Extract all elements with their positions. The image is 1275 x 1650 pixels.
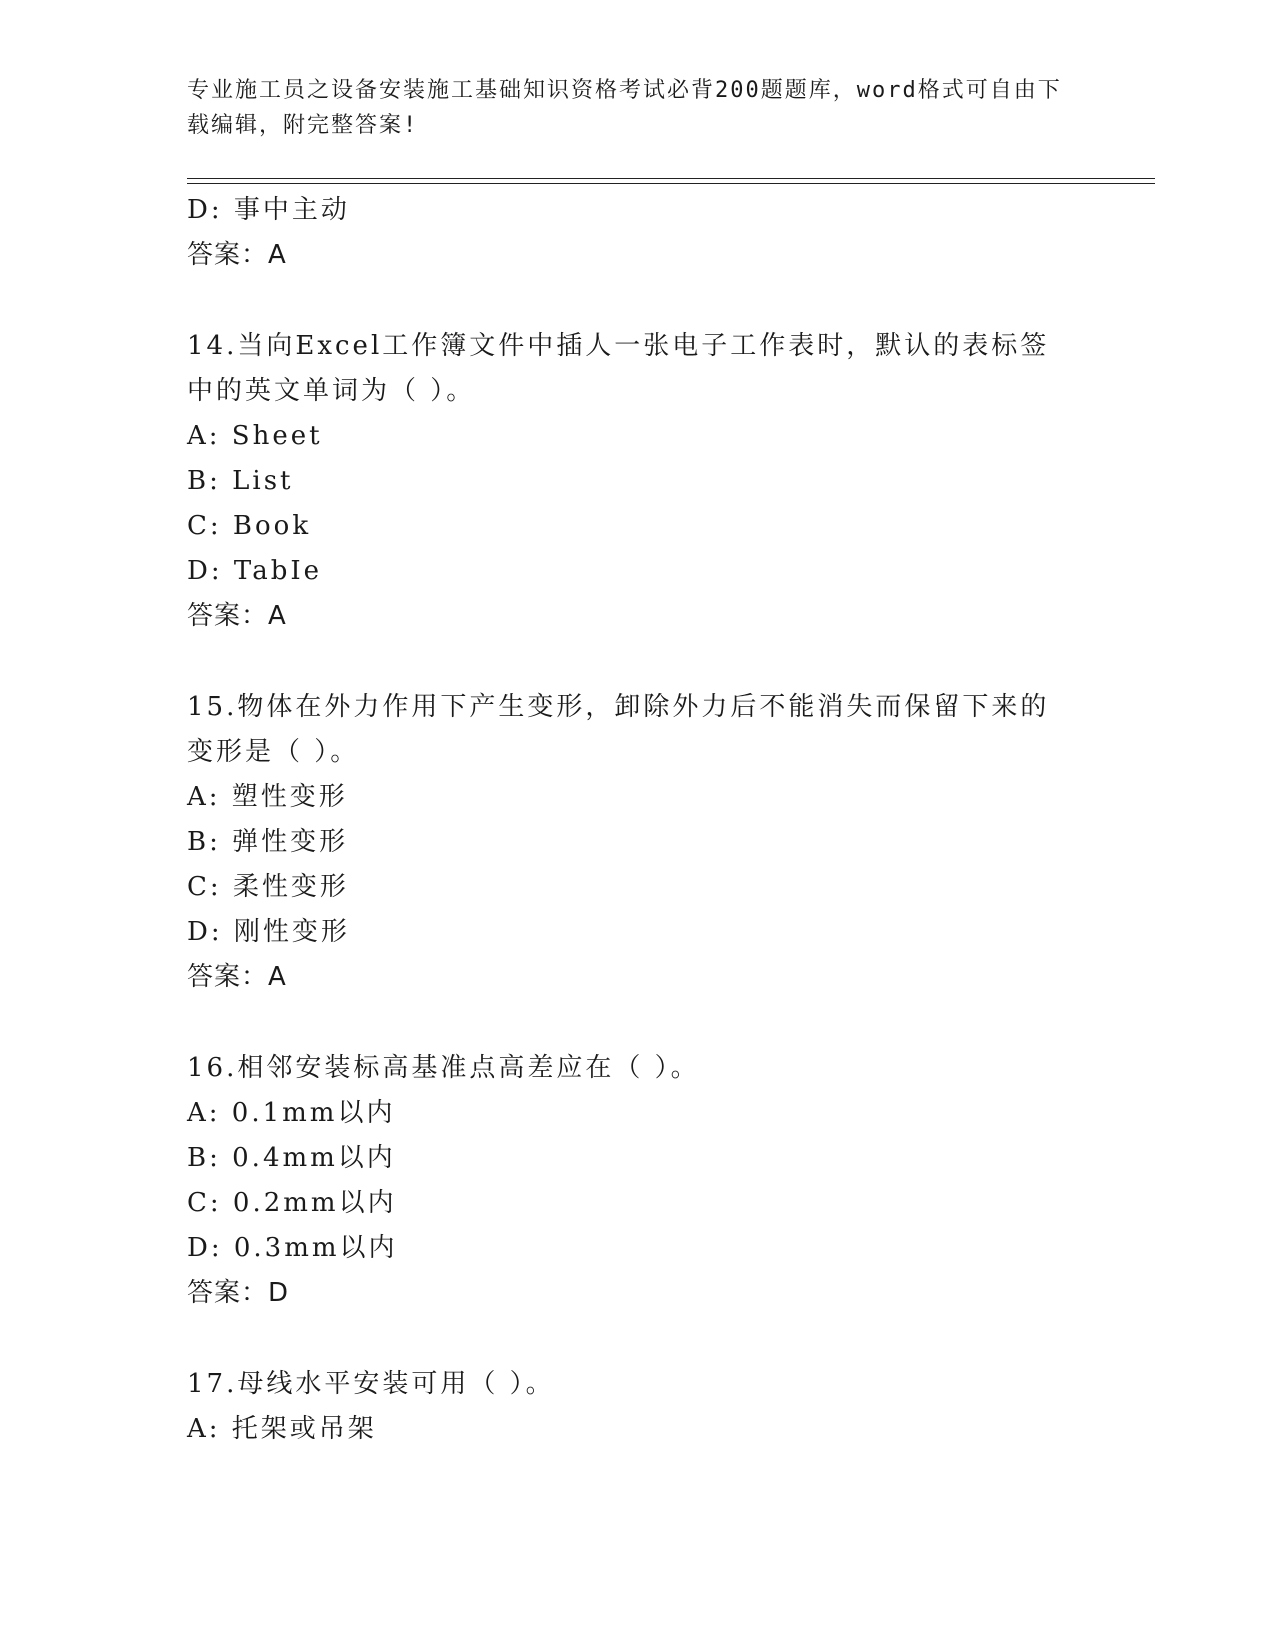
question-stem: 14.当向Excel工作簿文件中插人一张电子工作表时，默认的表标签中的英文单词为（ ）。 bbox=[187, 331, 1050, 406]
question-stem: 16.相邻安装标高基准点高差应在（ ）。 bbox=[187, 1053, 700, 1083]
answer: 答案：A bbox=[187, 601, 287, 631]
page-header: 专业施工员之设备安装施工基础知识资格考试必背200题题库，word格式可自由下载编辑，附完整答案! bbox=[187, 78, 1062, 138]
question-stem: 17.母线水平安装可用（ ）。 bbox=[187, 1369, 555, 1399]
question-14 bbox=[187, 324, 1087, 639]
option-b: B: 0.4mm以内 bbox=[187, 1143, 396, 1173]
option-a: A: 托架或吊架 bbox=[187, 1414, 377, 1444]
question-stem: 15.物体在外力作用下产生变形，卸除外力后不能消失而保留下来的变形是（ ）。 bbox=[187, 692, 1050, 767]
option-c: C: 柔性变形 bbox=[187, 872, 349, 902]
question-15 bbox=[187, 685, 1087, 1000]
option-d: D: 刚性变形 bbox=[187, 917, 350, 947]
continued-question bbox=[187, 188, 1087, 278]
question-17 bbox=[187, 1362, 1087, 1452]
option-a: A: 塑性变形 bbox=[187, 782, 348, 812]
option-c: C: 0.2mm以内 bbox=[187, 1188, 397, 1218]
answer: 答案：A bbox=[187, 240, 287, 270]
header-rule-top bbox=[187, 178, 1155, 179]
header-rule-bottom bbox=[187, 183, 1155, 184]
answer: 答案：D bbox=[187, 1278, 290, 1308]
option-b: B: List bbox=[187, 466, 294, 496]
option-d: D: TabIe bbox=[187, 556, 322, 586]
answer: 答案：A bbox=[187, 962, 287, 992]
option-d: D: 0.3mm以内 bbox=[187, 1233, 398, 1263]
question-16 bbox=[187, 1046, 1087, 1316]
option-c: C: Book bbox=[187, 511, 312, 541]
option-d: D: 事中主动 bbox=[187, 195, 350, 225]
option-b: B: 弹性变形 bbox=[187, 827, 349, 857]
option-a: A: Sheet bbox=[187, 421, 323, 451]
question-list bbox=[187, 188, 1087, 1452]
option-a: A: 0.1mm以内 bbox=[187, 1098, 396, 1128]
